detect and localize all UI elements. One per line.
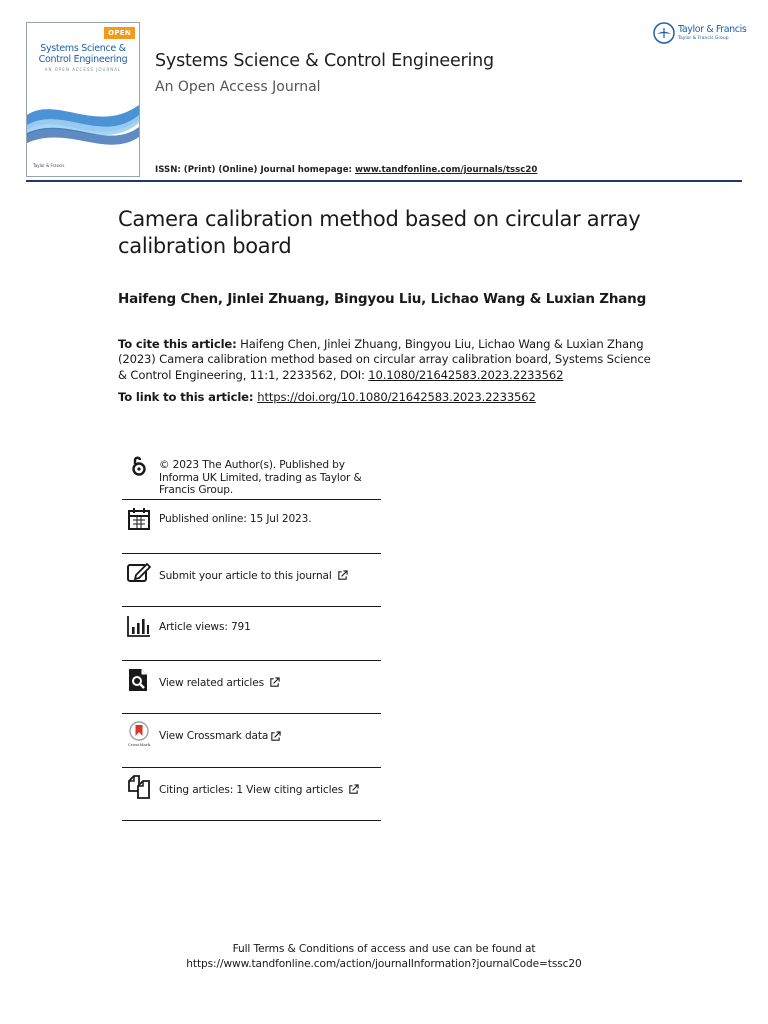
related-search-icon [127, 668, 151, 692]
related-link[interactable]: View related articles [159, 677, 280, 690]
issn-homepage-line: ISSN: (Print) (Online) Journal homepage: www.tandfonline.com/journals/tssc20 [155, 165, 538, 175]
link-label: To link to this article: [118, 390, 258, 404]
article-doi-url[interactable]: https://doi.org/10.1080/21642583.2023.2233562 [257, 390, 536, 404]
published-row [122, 500, 381, 554]
views-text: Article views: 791 [159, 621, 251, 633]
external-link-icon [348, 784, 359, 795]
article-info-panel [122, 450, 381, 821]
article-authors: Haifeng Chen, Jinlei Zhuang, Bingyou Liu, Lichao Wang & Luxian Zhang [118, 291, 647, 307]
external-link-icon [270, 731, 281, 742]
header-divider [26, 180, 742, 182]
open-badge: OPEN [104, 27, 135, 39]
journal-cover-image [26, 22, 140, 177]
journal-subtitle: An Open Access Journal [155, 79, 321, 95]
crossmark-link[interactable]: View Crossmark data [159, 730, 281, 743]
calendar-icon [127, 507, 151, 531]
edit-icon [127, 561, 151, 585]
cover-subtitle: AN OPEN ACCESS JOURNAL [44, 67, 122, 72]
citing-articles-icon [127, 775, 151, 799]
journal-homepage-link[interactable]: www.tandfonline.com/journals/tssc20 [354, 165, 538, 175]
crossmark-logo-graphic [127, 721, 151, 741]
cover-publisher-mark: Taylor & Francis [33, 163, 65, 168]
open-access-icon [127, 454, 151, 478]
related-row[interactable] [122, 661, 381, 715]
journal-name: Systems Science & Control Engineering [155, 51, 494, 71]
publisher-logo[interactable] [653, 22, 748, 48]
citing-row[interactable] [122, 768, 381, 822]
submit-link[interactable]: Submit your article to this journal [159, 570, 348, 583]
cover-title: Systems Science & Control Engineering [38, 43, 128, 65]
doi-link[interactable]: 10.1080/21642583.2023.2233562 [368, 367, 564, 382]
taylor-francis-logo-icon [653, 22, 675, 44]
submit-row[interactable] [122, 554, 381, 608]
crossmark-icon [127, 721, 151, 745]
citation-block [118, 337, 658, 383]
publisher-name: Taylor & Francis [678, 24, 747, 35]
license-text: © 2023 The Author(s). Published by Informa UK Limited, trading as Taylor & Francis Group. [159, 459, 362, 496]
license-row [122, 450, 381, 500]
cite-label: To cite this article: [118, 337, 237, 351]
terms-url[interactable]: https://www.tandfonline.com/action/journalInformation?journalCode=tssc20 [186, 958, 582, 970]
bar-chart-icon [127, 614, 151, 638]
views-row [122, 607, 381, 661]
terms-footer [0, 942, 768, 972]
cover-wave-graphic [27, 75, 139, 155]
publisher-group: Taylor & Francis Group [678, 36, 729, 41]
crossmark-logo-text: CrossMark [127, 742, 151, 747]
citing-link[interactable]: Citing articles: 1 View citing articles [159, 784, 359, 797]
published-text: Published online: 15 Jul 2023. [159, 513, 312, 525]
article-link-line [118, 390, 536, 404]
crossmark-row[interactable] [122, 714, 381, 768]
terms-line: Full Terms & Conditions of access and use can be found at [232, 943, 536, 955]
external-link-icon [337, 570, 348, 581]
cite-text: Haifeng Chen, Jinlei Zhuang, Bingyou Liu, Lichao Wang & Luxian Zhang (2023) Camera calibration method based on circular array calibration board, Systems Science & Control Engineering, 11:1, 2233562, DOI: [118, 337, 651, 382]
article-title: Camera calibration method based on circular array calibration board [118, 207, 641, 258]
external-link-icon [269, 677, 280, 688]
